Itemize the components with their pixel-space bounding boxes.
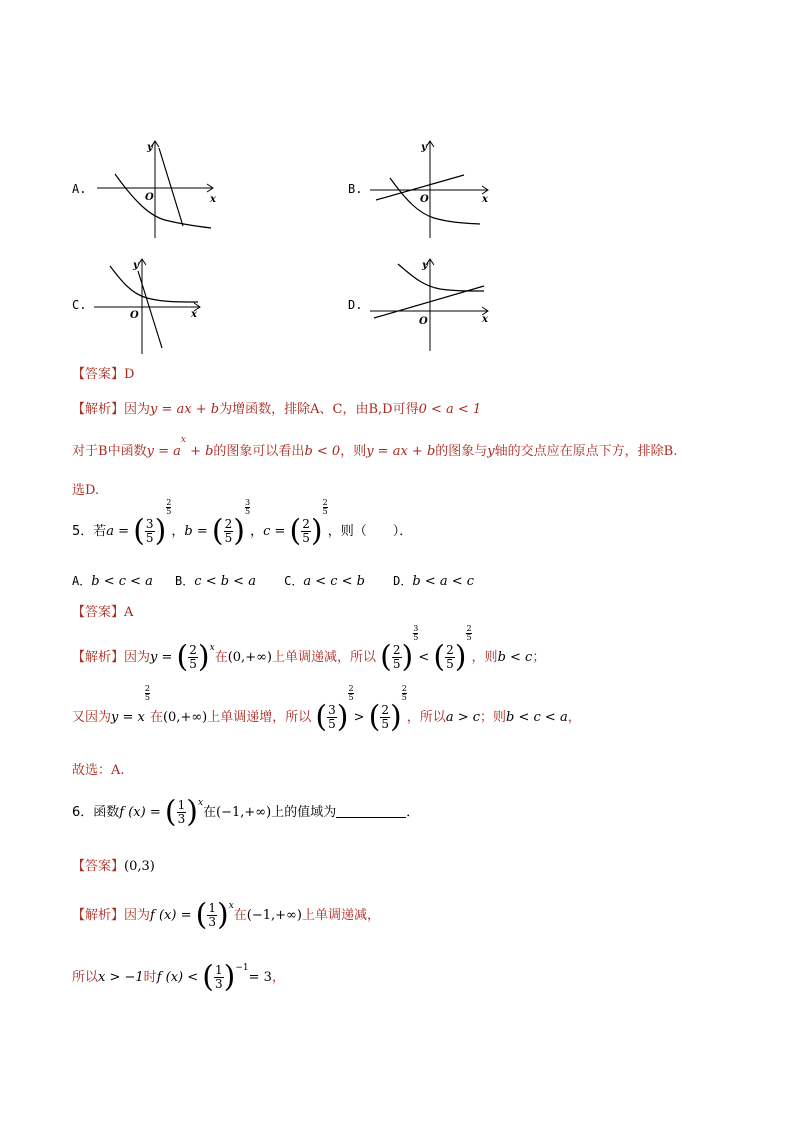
q4-analysis-line-3: 选D.	[72, 483, 100, 498]
graph-a-origin-label: O	[145, 192, 154, 203]
answer-tag: 【答案】	[72, 367, 125, 382]
graph-c	[92, 256, 217, 356]
svg-text:O: O	[419, 316, 428, 327]
q5-analysis-line-2: 又因为y = x $\frac{2}{5}$ 在(0,+∞)上单调递增，所以 ( $\frac{3}{5}$ ) $\frac{2}{5}$ > ( $\frac{2}{5}$ ) $\frac{2}{5}$ ，所以a > c；则b < c < a，	[72, 684, 581, 735]
q6-analysis-line-2: 所以x > −1时f (x) < ( $\frac{1}{3}$ )$^{-1}$= 3，	[72, 959, 285, 995]
svg-text:x: x	[191, 309, 197, 320]
graph-d-exp-curve	[398, 264, 484, 291]
graph-c-exp-curve	[110, 266, 198, 302]
graph-a-exp-curve	[115, 174, 211, 228]
graph-b-exp-curve	[390, 178, 480, 224]
option-c-label: C.	[72, 298, 87, 312]
q4-answer-line	[72, 363, 134, 382]
answer-value: D	[124, 367, 135, 382]
svg-text:O: O	[420, 194, 429, 205]
q5-analysis-line-1: 【解析】因为y = ( $\frac{2}{5}$ )$^x$在(0,+∞)上单调递减，所以 ( $\frac{2}{5}$ ) $\frac{3}{5}$ < ( $\frac{2}{5}$ ) $\frac{2}{5}$ ，则b < c；	[72, 624, 546, 675]
q4-analysis-line-1: 【解析】因为y = ax + b为增函数，排除A、C，由B,D可得0 < a < 1	[72, 402, 482, 417]
option-d-label: D.	[348, 298, 363, 312]
option-b-label: B.	[348, 182, 363, 196]
q5-question: 5．若a = ( $\frac{3}{5}$ ) $\frac{2}{5}$ ，b = ( $\frac{2}{5}$ ) $\frac{3}{5}$ ，c = ( $\frac{2}{5}$ ) $\frac{2}{5}$ ，则（ ）．	[72, 498, 413, 549]
svg-text:O: O	[130, 310, 139, 321]
option-c: a < c < b	[303, 574, 365, 589]
option-b: c < b < a	[194, 574, 256, 589]
svg-text:y: y	[422, 260, 428, 271]
q5-answer-line: 【答案】A	[72, 605, 134, 620]
q6-analysis-line-1: 【解析】因为f (x) = ( $\frac{1}{3}$ )$^x$在(−1,+∞)上单调递减，	[72, 897, 380, 933]
answer-blank	[336, 817, 406, 818]
option-a-label: A.	[72, 182, 87, 196]
q4-analysis-line-2: 对于B中函数$y = a^x + b$的图象可以看出b < 0，则y = ax + b的图象与y轴的交点应在原点下方，排除B.	[72, 435, 678, 459]
graph-b	[368, 138, 493, 243]
graph-a-y-label: y	[147, 142, 153, 153]
svg-text:y: y	[421, 142, 427, 153]
graph-d	[368, 256, 493, 356]
svg-text:x: x	[482, 194, 488, 205]
svg-text:y: y	[133, 260, 139, 271]
graph-a-x-label: x	[210, 194, 216, 205]
q5-analysis-line-3: 故选：A.	[72, 763, 125, 778]
svg-text:x: x	[482, 314, 488, 325]
graph-d-line	[374, 286, 484, 318]
option-d: b < a < c	[412, 574, 475, 589]
graph-a-line	[159, 148, 183, 226]
q5-options: A．b < c < a B．c < b < a C．a < c < b D．b < a < c	[72, 574, 475, 589]
q6-answer-line: 【答案】(0,3)	[72, 859, 155, 874]
graph-a	[95, 138, 220, 243]
option-a: b < c < a	[91, 574, 153, 589]
q6-question: 6．函数f (x) = ( $\frac{1}{3}$ )$^x$在(−1,+∞)上的值域为 ．	[72, 794, 420, 830]
